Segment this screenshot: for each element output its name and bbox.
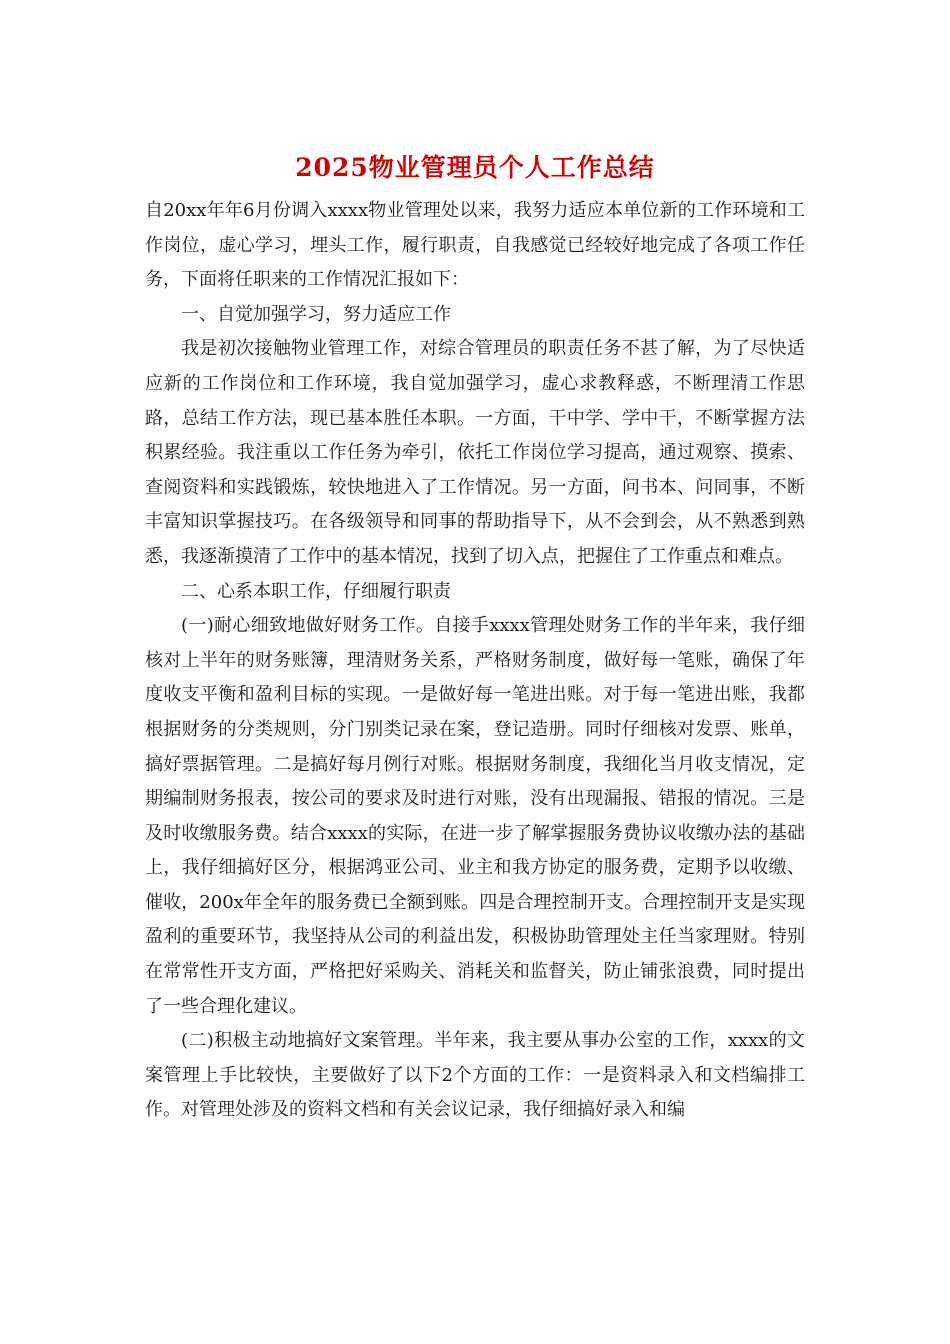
section-heading-2: 二、心系本职工作，仔细履行职责 [181,580,451,602]
document-title: 2025物业管理员个人工作总结 [295,153,655,182]
paragraph-documents: (二)积极主动地搞好文案管理。半年来，我主要从事办公室的工作，xxxx的文案管理上手比较快，主要做好了以下2个方面的工作：一是资料录入和文档编排工作。对管理处涉及的资料文档和有关会议记录，我仔细搞好录入和编 [145,1030,805,1121]
paragraph-study: 我是初次接触物业管理工作，对综合管理员的职责任务不甚了解，为了尽快适应新的工作岗位和工作环境，我自觉加强学习，虚心求教释惑，不断理清工作思路，总结工作方法，现已基本胜任本职。一方面，干中学、学中干，不断掌握方法积累经验。我注重以工作任务为牵引，依托工作岗位学习提高，通过观察、摸索、查阅资料和实践锻炼，较快地进入了工作情况。另一方面，问书本、问同事，不断丰富知识掌握技巧。在各级领导和同事的帮助指导下，从不会到会，从不熟悉到熟悉，我逐渐摸清了工作中的基本情况，找到了切入点，把握住了工作重点和难点。 [145,338,805,567]
document-body [145,194,805,1128]
section-heading-1: 一、自觉加强学习，努力适应工作 [181,303,451,325]
paragraph-intro: 自20xx年年6月份调入xxxx物业管理处以来，我努力适应本单位新的工作环境和工作岗位，虚心学习，埋头工作，履行职责，自我感觉已经较好地完成了各项工作任务，下面将任职来的工作情况汇报如下： [145,200,805,291]
paragraph-finance: (一)耐心细致地做好财务工作。自接手xxxx管理处财务工作的半年来，我仔细核对上半年的财务账簿，理清财务关系，严格财务制度，做好每一笔账，确保了年度收支平衡和盈利目标的实现。一是做好每一笔进出账。对于每一笔进出账，我都根据财务的分类规则，分门别类记录在案，登记造册。同时仔细核对发票、账单，搞好票据管理。二是搞好每月例行对账。根据财务制度，我细化当月收支情况，定期编制财务报表，按公司的要求及时进行对账，没有出现漏报、错报的情况。三是及时收缴服务费。结合xxxx的实际，在进一步了解掌握服务费协议收缴办法的基础上，我仔细搞好区分，根据鸿亚公司、业主和我方协定的服务费，定期予以收缴、催收，200x年全年的服务费已全额到账。四是合理控制开支。合理控制开支是实现盈利的重要环节，我坚持从公司的利益出发，积极协助管理处主任当家理财。特别在常常性开支方面，严格把好采购关、消耗关和监督关，防止铺张浪费，同时提出了一些合理化建议。 [145,615,805,1017]
